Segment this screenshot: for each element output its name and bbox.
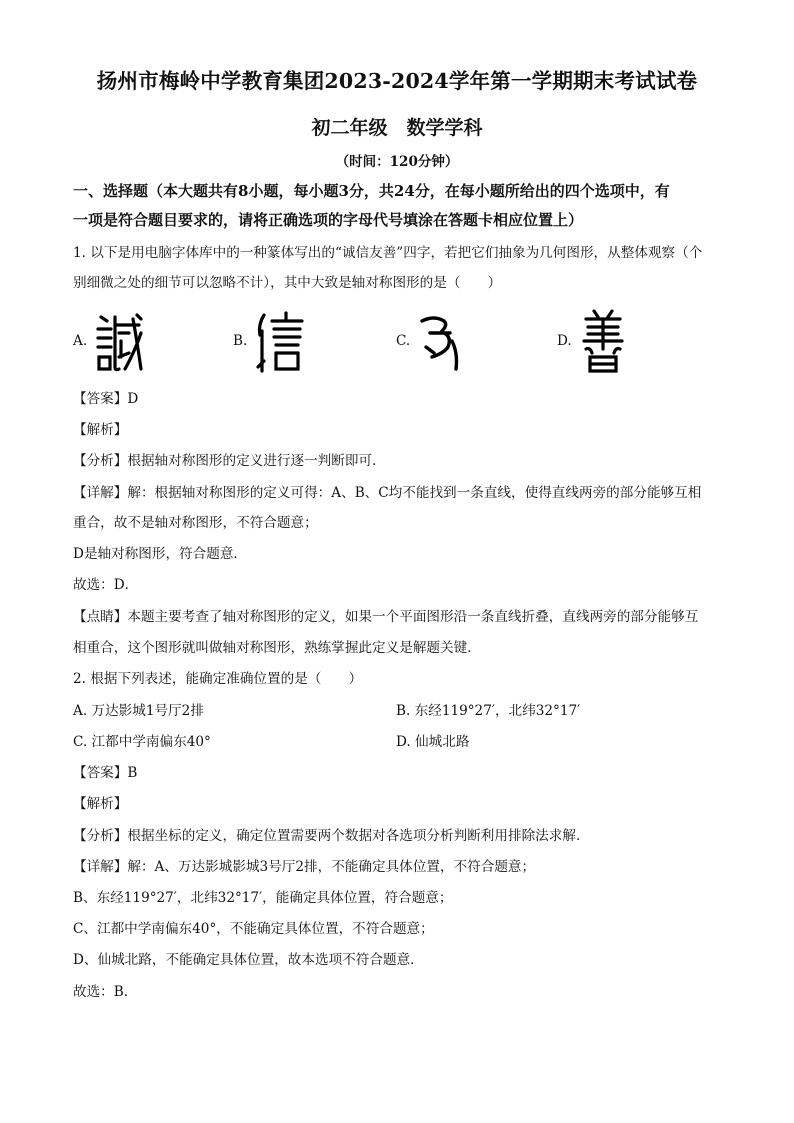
q1-remark-line2: 相重合，这个图形就叫做轴对称图形，熟练掌握此定义是解题关键． bbox=[73, 640, 481, 656]
seal-char-xin-icon bbox=[256, 311, 304, 373]
q2-stem: 2. 根据下列表述，能确定准确位置的是（ ） bbox=[73, 671, 363, 687]
exam-subtitle: 初二年级 数学学科 bbox=[311, 117, 483, 139]
q1-option-b-label: B. bbox=[233, 333, 248, 349]
q2-option-a: A. 万达影城1号厅2排 bbox=[73, 703, 204, 719]
q2-jiexi-label: 【解析】 bbox=[73, 796, 128, 812]
q1-option-d-label: D. bbox=[557, 333, 572, 349]
exam-time: （时间：120分钟） bbox=[335, 154, 459, 170]
q1-jiexi-label: 【解析】 bbox=[73, 422, 128, 438]
q1-analysis: 【分析】根据轴对称图形的定义进行逐一判断即可. bbox=[73, 453, 377, 469]
q1-stem-line2: 别细微之处的细节可以忽略不计），其中大致是轴对称图形的是（ ） bbox=[73, 275, 502, 291]
section-heading-line2: 一项是符合题目要求的，请将正确选项的字母代号填涂在答题卡相应位置上） bbox=[73, 211, 584, 229]
q2-detail-line2: B、东经119°27′，北纬32°17′，能确定具体位置，符合题意； bbox=[73, 890, 453, 906]
q1-detail-line3: D是轴对称图形，符合题意． bbox=[73, 546, 248, 562]
q2-detail-line1: 【详解】解：A、万达影城影城3号厅2排，不能确定具体位置，不符合题意； bbox=[73, 859, 536, 875]
q2-detail-line4: D、仙城北路，不能确定具体位置，故本选项不符合题意． bbox=[73, 952, 424, 968]
q1-choose: 故选：D． bbox=[73, 577, 139, 593]
seal-char-you-icon bbox=[418, 311, 466, 373]
q1-remark-line1: 【点睛】本题主要考查了轴对称图形的定义，如果一个平面图形沿一条直线折叠，直线两旁的部分能够互 bbox=[73, 609, 699, 625]
q1-option-c-label: C. bbox=[396, 333, 411, 349]
exam-title: 扬州市梅岭中学教育集团2023-2024学年第一学期期末考试试卷 bbox=[96, 69, 698, 93]
q1-answer: 【答案】D bbox=[73, 391, 139, 407]
q1-option-a-label: A. bbox=[73, 333, 88, 349]
seal-char-shan-icon bbox=[580, 309, 626, 375]
q2-option-d: D. 仙城北路 bbox=[396, 734, 470, 750]
q2-answer: 【答案】B bbox=[73, 765, 138, 781]
seal-char-cheng-icon bbox=[95, 311, 143, 373]
q2-option-c: C. 江都中学南偏东40° bbox=[73, 734, 211, 750]
q1-stem-line1: 1. 以下是用电脑字体库中的一种篆体写出的“诚信友善”四字，若把它们抽象为几何图形，从整体观察（个 bbox=[73, 245, 703, 261]
q2-analysis: 【分析】根据坐标的定义，确定位置需要两个数据对各选项分析判断利用排除法求解． bbox=[73, 828, 590, 844]
q2-choose: 故选：B． bbox=[73, 984, 138, 1000]
q2-detail-line3: C、江都中学南偏东40°，不能确定具体位置，不符合题意； bbox=[73, 921, 434, 937]
q1-detail-line1: 【详解】解：根据轴对称图形的定义可得：A、B、C均不能找到一条直线，使得直线两旁的部分能够互相 bbox=[73, 485, 702, 501]
section-heading-line1: 一、选择题（本大题共有8小题，每小题3分，共24分，在每小题所给出的四个选项中，有 bbox=[73, 182, 670, 200]
q2-option-b: B. 东经119°27′，北纬32°17′ bbox=[396, 703, 581, 719]
q1-detail-line2: 重合，故不是轴对称图形，不符合题意； bbox=[73, 515, 318, 531]
